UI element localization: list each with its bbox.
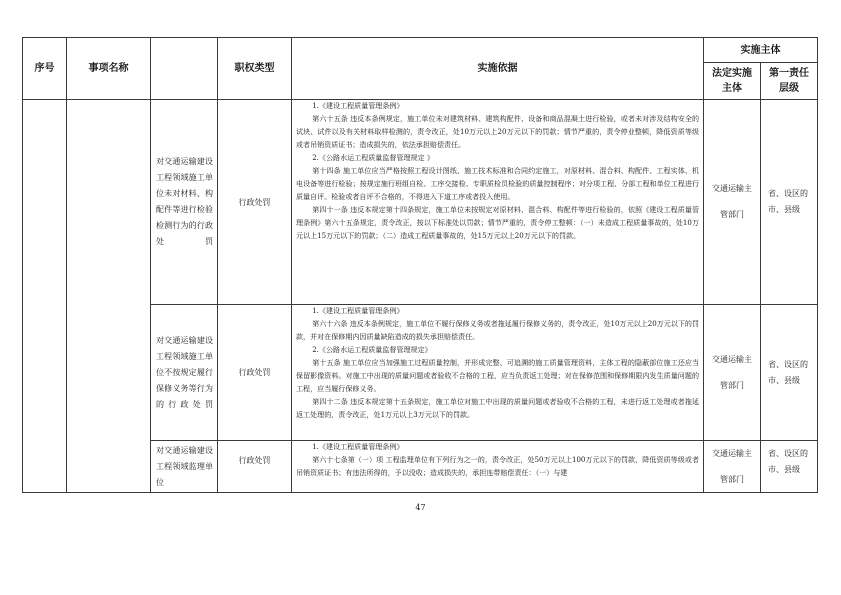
row-power-type: 行政处罚 xyxy=(238,456,271,465)
basis-line: 1.《建设工程质量管理条例》 xyxy=(312,306,404,315)
basis-line: 1.《建设工程质量管理条例》 xyxy=(312,442,404,451)
basis-line: 第四十二条 违反本规定第十五条规定，施工单位对施工中出现的质量问题或者验收不合格的工程，未进行返工处理或者拖延返工处理的，责令改正，处1万元以上3万元以下的罚款。 xyxy=(296,396,699,419)
basis-line: 1.《建设工程质量管理条例》 xyxy=(312,101,404,110)
row-basis xyxy=(292,441,703,492)
basis-line: 第四十一条 违反本规定第十四条规定，施工单位未按规定对原材料、混合料、构配件等进行检验的，依照《建设工程质量管理条例》第六十五条规定，责令改正，按以下标准处以罚款；情节严重的，责令停工整顿：（一）未造成工程质量事故的，处10万元以上15万元以下的罚款；（二）造成工程质量事故的，处15万元以上20万元以下的罚款。 xyxy=(296,204,699,240)
row-name: 对交通运输建设工程领域施工单位未对材料、构配件等进行检验检测行为的行政处罚 xyxy=(156,157,213,246)
basis-line: 2.《公路水运工程质量监督管理规定》 xyxy=(312,344,432,354)
page-number: 47 xyxy=(415,503,426,512)
row-power-type: 行政处罚 xyxy=(238,368,271,377)
header-legal-subject: 法定实施主体 xyxy=(712,68,752,94)
basis-line: 第六十七条第（一）项 工程监理单位有下列行为之一的，责令改正，处50万元以上100万元以下的罚款，降低资质等级或者吊销资质证书；有违法所得的，予以没收；造成损失的，承担连带赔偿责任：（一）与建 xyxy=(296,454,699,477)
row-authority: 交通运输主管部门 xyxy=(712,184,752,219)
basis-line: 2.《公路水运工程质量监督管理规定 》 xyxy=(312,152,434,162)
row-basis xyxy=(292,100,703,304)
basis-line: 第六十六条 违反本条例规定，施工单位不履行保修义务或者拖延履行保修义务的，责令改正，处10万元以上20万元以下的罚款，并对在保修期内因质量缺陷造成的损失承担赔偿责任。 xyxy=(296,318,699,341)
row-name: 对交通运输建设工程领域监理单位 xyxy=(156,446,213,487)
row-power-type: 行政处罚 xyxy=(238,197,271,207)
row-level: 省、设区的市、县级 xyxy=(768,359,808,385)
header-item-name: 事项名称 xyxy=(88,63,129,74)
header-seq: 序号 xyxy=(34,63,55,74)
header-basis: 实施依据 xyxy=(477,63,518,74)
basis-line: 第十四条 施工单位应当严格按照工程设计图纸、施工技术标准和合同约定施工，对原材料、混合料、构配件、工程实体、机电设备等进行检验；按规定施行班组自检、工序交接检、专职质检员检验的质量控制程序；对分项工程、分部工程和单位工程进行质量自评。检验或者自评不合格的，不得进入下道工序或者投入使用。 xyxy=(296,165,699,201)
row-authority: 交通运输主管部门 xyxy=(712,354,752,390)
row-basis xyxy=(292,305,703,440)
row-level: 省、设区的市、县级 xyxy=(768,189,808,214)
row-level: 省、设区的市、县级 xyxy=(768,449,808,474)
basis-line: 第十五条 施工单位应当加强施工过程质量控制，并形成完整、可追溯的施工质量管理资料，主体工程的隐蔽部位施工还应当保留影像资料。对施工中出现的质量问题或者验收不合格的工程，应当负责返工处理；对在保修范围和保修期限内发生质量问题的工程，应当履行保修义务。 xyxy=(296,357,699,393)
basis-line: 第六十五条 违反本条例规定，施工单位未对建筑材料、建筑构配件、设备和商品混凝土进行检验，或者未对涉及结构安全的试块、试件以及有关材料取样检测的，责令改正，处10万元以上20万元以下的罚款；情节严重的，责令停业整顿，降低资质等级或者吊销资质证书；造成损失的，依法承担赔偿责任。 xyxy=(296,113,699,149)
matters-grid xyxy=(22,37,818,493)
header-power-type: 职权类型 xyxy=(234,63,275,74)
row-name: 对交通运输建设工程领域施工单位不按规定履行保修义务等行为的行政处罚 xyxy=(156,335,213,409)
row-authority: 交通运输主管部门 xyxy=(712,449,752,484)
header-subject: 实施主体 xyxy=(740,44,781,56)
header-first-level: 第一责任层级 xyxy=(769,68,809,94)
